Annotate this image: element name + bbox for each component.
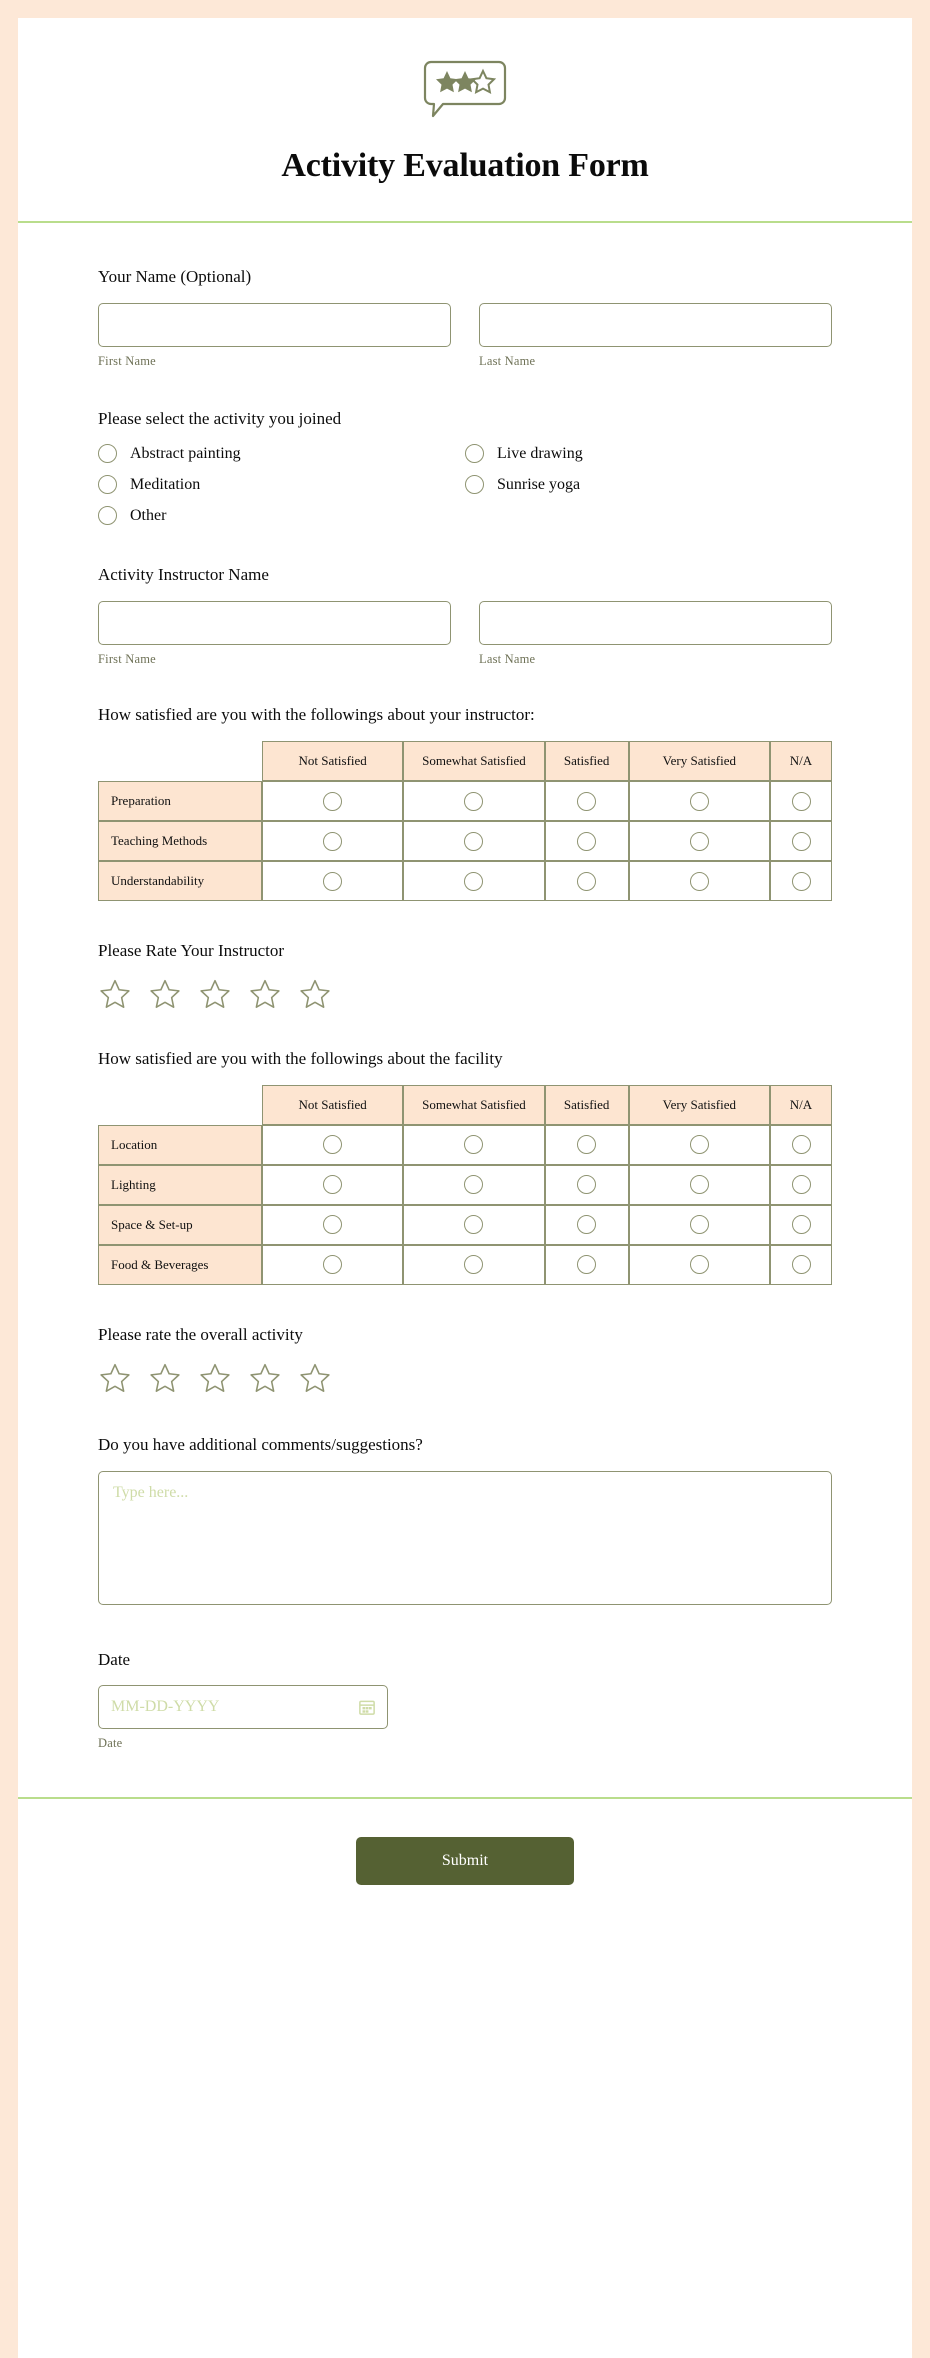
radio-circle-icon[interactable] <box>323 792 342 811</box>
radio-circle-icon[interactable] <box>98 506 117 525</box>
radio-circle-icon[interactable] <box>690 1215 709 1234</box>
form-header <box>18 18 912 223</box>
radio-circle-icon[interactable] <box>464 872 483 891</box>
radio-circle-icon[interactable] <box>577 832 596 851</box>
facility-matrix-table <box>98 1085 832 1285</box>
radio-circle-icon[interactable] <box>577 1175 596 1194</box>
speech-bubble-stars-icon <box>421 58 509 120</box>
radio-circle-icon[interactable] <box>98 475 117 494</box>
matrix-cell[interactable] <box>545 821 629 861</box>
radio-circle-icon[interactable] <box>690 832 709 851</box>
matrix-cell[interactable] <box>629 1125 770 1165</box>
star-icon-5[interactable] <box>298 1361 332 1395</box>
matrix-cell[interactable] <box>545 1245 629 1285</box>
radio-circle-icon[interactable] <box>323 872 342 891</box>
matrix-cell[interactable] <box>629 1245 770 1285</box>
your-name-block <box>98 265 832 369</box>
radio-label: Sunrise yoga <box>497 475 581 493</box>
overall-rating-label: Please rate the overall activity <box>98 1324 303 1344</box>
date-label: Date <box>98 1649 131 1669</box>
matrix-cell[interactable] <box>262 821 403 861</box>
matrix-cell[interactable] <box>262 1205 403 1245</box>
instructor-rating-block <box>98 939 832 1011</box>
radio-circle-icon[interactable] <box>690 872 709 891</box>
table-row <box>98 821 832 861</box>
matrix-cell[interactable] <box>629 1205 770 1245</box>
table-row <box>98 1165 832 1205</box>
comments-label: Do you have additional comments/suggestions? <box>98 1434 423 1454</box>
radio-option-meditation[interactable] <box>98 475 465 494</box>
matrix-cell[interactable] <box>770 861 832 901</box>
matrix-col-not-satisfied: Not Satisfied <box>262 1085 403 1125</box>
matrix-row-lighting: Lighting <box>98 1165 262 1205</box>
page-title: Activity Evaluation Form <box>281 147 649 184</box>
matrix-cell[interactable] <box>545 1205 629 1245</box>
radio-circle-icon[interactable] <box>577 1215 596 1234</box>
radio-circle-icon[interactable] <box>792 872 811 891</box>
activity-select-label: Please select the activity you joined <box>98 408 342 428</box>
table-row <box>98 1205 832 1245</box>
matrix-cell[interactable] <box>262 861 403 901</box>
matrix-col-somewhat-satisfied: Somewhat Satisfied <box>403 1085 544 1125</box>
comments-block <box>98 1433 832 1610</box>
radio-label: Other <box>130 506 167 524</box>
radio-circle-icon[interactable] <box>577 872 596 891</box>
matrix-cell[interactable] <box>629 861 770 901</box>
star-icon-2[interactable] <box>148 1361 182 1395</box>
your-first-name-input[interactable] <box>98 303 451 347</box>
radio-circle-icon[interactable] <box>465 475 484 494</box>
radio-label: Live drawing <box>497 444 583 462</box>
matrix-cell[interactable] <box>403 1125 544 1165</box>
matrix-col-not-satisfied: Not Satisfied <box>262 741 403 781</box>
matrix-cell[interactable] <box>770 1165 832 1205</box>
matrix-col-satisfied: Satisfied <box>545 1085 629 1125</box>
table-row <box>98 1245 832 1285</box>
overall-rating-block <box>98 1323 832 1395</box>
comments-textarea[interactable] <box>98 1471 832 1605</box>
radio-label: Abstract painting <box>130 444 241 462</box>
matrix-col-na: N/A <box>770 741 832 781</box>
radio-circle-icon[interactable] <box>792 792 811 811</box>
date-block <box>98 1648 832 1752</box>
radio-circle-icon[interactable] <box>323 832 342 851</box>
instructor-matrix-block <box>98 705 832 901</box>
radio-circle-icon[interactable] <box>464 1255 483 1274</box>
matrix-header-row <box>98 1085 832 1125</box>
instructor-name-block <box>98 563 832 667</box>
radio-circle-icon[interactable] <box>792 832 811 851</box>
radio-circle-icon[interactable] <box>323 1135 342 1154</box>
matrix-col-satisfied: Satisfied <box>545 741 629 781</box>
matrix-cell[interactable] <box>262 1125 403 1165</box>
matrix-row-preparation: Preparation <box>98 781 262 821</box>
matrix-cell[interactable] <box>403 1245 544 1285</box>
radio-option-sunrise-yoga[interactable] <box>465 475 832 494</box>
instructor-rating-label: Please Rate Your Instructor <box>98 941 285 961</box>
matrix-col-somewhat-satisfied: Somewhat Satisfied <box>403 741 544 781</box>
radio-circle-icon[interactable] <box>577 1135 596 1154</box>
star-icon-3[interactable] <box>198 977 232 1011</box>
radio-circle-icon[interactable] <box>792 1135 811 1154</box>
instructor-matrix-label: How satisfied are you with the followings about your instructor: <box>98 705 535 725</box>
star-icon-1[interactable] <box>98 977 132 1011</box>
activity-select-block <box>98 407 832 526</box>
radio-circle-icon[interactable] <box>690 1135 709 1154</box>
instructor-last-name-sublabel: Last Name <box>479 652 536 667</box>
instructor-last-name-group <box>479 601 832 667</box>
radio-circle-icon[interactable] <box>464 1175 483 1194</box>
matrix-row-food-beverages: Food & Beverages <box>98 1245 262 1285</box>
radio-circle-icon[interactable] <box>323 1215 342 1234</box>
matrix-cell[interactable] <box>545 1165 629 1205</box>
radio-circle-icon[interactable] <box>577 792 596 811</box>
matrix-row-understandability: Understandability <box>98 861 262 901</box>
matrix-cell[interactable] <box>403 1165 544 1205</box>
radio-option-other[interactable] <box>98 506 465 525</box>
instructor-first-name-input[interactable] <box>98 601 451 645</box>
table-row <box>98 861 832 901</box>
instructor-last-name-input[interactable] <box>479 601 832 645</box>
matrix-corner-cell <box>98 1085 262 1125</box>
matrix-cell[interactable] <box>545 861 629 901</box>
overall-star-rating[interactable] <box>98 1361 832 1395</box>
your-name-label: Your Name (Optional) <box>98 266 252 286</box>
activity-radio-group <box>98 444 832 525</box>
matrix-cell[interactable] <box>403 861 544 901</box>
form-card <box>18 18 912 2358</box>
radio-circle-icon[interactable] <box>323 1175 342 1194</box>
matrix-cell[interactable] <box>545 1125 629 1165</box>
your-last-name-group <box>479 303 832 369</box>
radio-circle-icon[interactable] <box>464 832 483 851</box>
submit-button[interactable]: Submit <box>356 1837 574 1885</box>
matrix-row-location: Location <box>98 1125 262 1165</box>
calendar-icon[interactable] <box>358 1698 376 1716</box>
instructor-first-name-group <box>98 601 451 667</box>
matrix-cell[interactable] <box>262 1245 403 1285</box>
instructor-name-label: Activity Instructor Name <box>98 565 269 585</box>
star-icon-3[interactable] <box>198 1361 232 1395</box>
date-sublabel: Date <box>98 1736 123 1751</box>
radio-circle-icon[interactable] <box>98 444 117 463</box>
matrix-cell[interactable] <box>403 821 544 861</box>
radio-circle-icon[interactable] <box>464 1215 483 1234</box>
radio-circle-icon[interactable] <box>577 1255 596 1274</box>
radio-circle-icon[interactable] <box>464 1135 483 1154</box>
radio-circle-icon[interactable] <box>792 1175 811 1194</box>
radio-circle-icon[interactable] <box>690 1175 709 1194</box>
matrix-cell[interactable] <box>545 781 629 821</box>
form-body <box>18 223 912 1798</box>
your-first-name-sublabel: First Name <box>98 353 156 368</box>
facility-matrix-label: How satisfied are you with the followings about the facility <box>98 1048 503 1068</box>
matrix-cell[interactable] <box>629 821 770 861</box>
your-last-name-input[interactable] <box>479 303 832 347</box>
matrix-corner-cell <box>98 741 262 781</box>
matrix-row-teaching-methods: Teaching Methods <box>98 821 262 861</box>
star-icon-4[interactable] <box>248 1361 282 1395</box>
radio-circle-icon[interactable] <box>792 1215 811 1234</box>
matrix-col-na: N/A <box>770 1085 832 1125</box>
instructor-first-name-sublabel: First Name <box>98 652 156 667</box>
matrix-cell[interactable] <box>770 1205 832 1245</box>
star-icon-5[interactable] <box>298 977 332 1011</box>
radio-label: Meditation <box>130 475 201 493</box>
radio-option-abstract-painting[interactable] <box>98 444 465 463</box>
matrix-cell[interactable] <box>770 1245 832 1285</box>
date-input[interactable] <box>98 1685 388 1729</box>
instructor-star-rating[interactable] <box>98 977 832 1011</box>
matrix-cell[interactable] <box>770 781 832 821</box>
radio-circle-icon[interactable] <box>690 792 709 811</box>
matrix-col-very-satisfied: Very Satisfied <box>629 1085 770 1125</box>
your-first-name-group <box>98 303 451 369</box>
radio-circle-icon[interactable] <box>690 1255 709 1274</box>
star-icon-4[interactable] <box>248 977 282 1011</box>
instructor-matrix-table <box>98 741 832 901</box>
radio-circle-icon[interactable] <box>464 792 483 811</box>
radio-circle-icon[interactable] <box>465 444 484 463</box>
matrix-cell[interactable] <box>262 781 403 821</box>
matrix-cell[interactable] <box>770 821 832 861</box>
matrix-cell[interactable] <box>403 1205 544 1245</box>
radio-circle-icon[interactable] <box>792 1255 811 1274</box>
matrix-row-space-set-up: Space & Set-up <box>98 1205 262 1245</box>
star-icon-1[interactable] <box>98 1361 132 1395</box>
radio-circle-icon[interactable] <box>323 1255 342 1274</box>
matrix-header-row <box>98 741 832 781</box>
form-footer <box>18 1797 912 1929</box>
table-row <box>98 1125 832 1165</box>
star-icon-2[interactable] <box>148 977 182 1011</box>
matrix-cell[interactable] <box>770 1125 832 1165</box>
matrix-cell[interactable] <box>403 781 544 821</box>
table-row <box>98 781 832 821</box>
matrix-cell[interactable] <box>629 1165 770 1205</box>
matrix-col-very-satisfied: Very Satisfied <box>629 741 770 781</box>
your-last-name-sublabel: Last Name <box>479 353 536 368</box>
matrix-cell[interactable] <box>629 781 770 821</box>
radio-option-live-drawing[interactable] <box>465 444 832 463</box>
matrix-cell[interactable] <box>262 1165 403 1205</box>
facility-matrix-block <box>98 1049 832 1285</box>
